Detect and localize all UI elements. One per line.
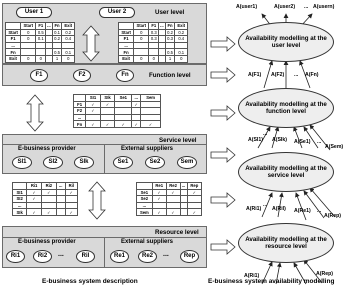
service-si2-node: SI2 <box>43 156 63 169</box>
user2-table-cell: 0.1 <box>175 49 188 56</box>
resource-provider-matrix-cell: ✓ <box>27 196 42 203</box>
a-re1-label: A(Re1) <box>294 208 311 214</box>
service-matrix-cell: ✓ <box>86 108 101 115</box>
resource-ril-node: Ril <box>76 250 95 263</box>
service-matrix-header-cell: SIk <box>100 95 115 102</box>
service-matrix-row-label: Fn <box>74 121 86 128</box>
resource-supplier-matrix-cell: ✓ <box>166 189 180 196</box>
vertical-double-arrow-resource <box>89 182 105 219</box>
service-matrix-row-label: ... <box>74 114 86 121</box>
resource-suppliers-title: External suppliers <box>121 239 174 245</box>
resource-supplier-matrix-row-label: Se1 <box>137 189 153 196</box>
a-se1-label: A(Se1) <box>294 139 311 145</box>
user2-table-cell: 0.3 <box>150 36 157 42</box>
user1-table-cell: 0 <box>36 55 46 62</box>
a-function-ellipsis: ... <box>294 72 299 78</box>
system-description-caption: E-business system description <box>42 278 138 285</box>
user1-table-cell: 0 <box>21 36 36 43</box>
resource-ri2-node: Ri2 <box>33 250 52 263</box>
user1-table-header-cell: Exit <box>62 23 75 30</box>
resource-provider-matrix-row-label: SI2 <box>13 196 27 203</box>
resource-provider-matrix-cell: ✓ <box>42 189 57 196</box>
user1-table-cell: 0.4 <box>62 36 75 43</box>
user2-table-header-cell: ... <box>160 23 164 29</box>
user2-table-cell: 1 <box>165 55 175 62</box>
a-si-ellipsis: ... <box>263 131 268 137</box>
resource-supplier-matrix-cell: ✓ <box>152 209 166 216</box>
service-se1-node: Se1 <box>113 156 133 169</box>
service-matrix-cell: ✓ <box>132 101 141 108</box>
service-matrix-header-cell: Se1 <box>115 95 132 102</box>
user2-table-header-cell: Fn <box>165 23 175 30</box>
user1-table-row-label: Exit <box>6 55 21 62</box>
resource-supplier-matrix-row-label: ... <box>137 202 153 209</box>
user1-table-cell: 1 <box>52 55 62 62</box>
user-level-label: User level <box>155 9 185 16</box>
a-sik-label: A(SIk) <box>272 137 287 143</box>
user-2-pill: User 2 <box>99 7 135 18</box>
service-suppliers-title: External suppliers <box>121 146 174 152</box>
a-si1-label: A(SI1) <box>248 137 263 143</box>
user-1-pill: User 1 <box>16 7 52 18</box>
a-user2-label: A(user2) <box>274 4 296 10</box>
user1-table-row-label: Start <box>6 29 21 36</box>
resource-provider-ellipsis: ... <box>58 251 64 258</box>
service-matrix-cell: ✓ <box>100 121 115 128</box>
service-matrix-row-label: F1 <box>74 101 86 108</box>
service-provider-title: E-business provider <box>18 146 76 152</box>
user2-table-cell: 0 <box>175 55 188 62</box>
user2-table-row-label: Start <box>119 29 134 36</box>
service-matrix-cell: ✓ <box>86 101 101 108</box>
a-rep-input-label: A(Rep) <box>316 271 334 277</box>
function-level-label: Function level <box>149 72 191 79</box>
resource-provider-matrix-cell: ✓ <box>42 209 57 216</box>
resource-provider-matrix-cell: ✓ <box>65 209 77 216</box>
function-f2-node: F2 <box>73 69 91 82</box>
resource-supplier-matrix-cell: ✓ <box>187 209 201 216</box>
resource-rep-node: Rep <box>180 250 199 263</box>
user2-table-header-cell: Exit <box>175 23 188 30</box>
resource-supplier-matrix-row-label: Sem <box>137 209 153 216</box>
user2-table-header-cell: Start <box>134 23 149 30</box>
function-fn-node: Fn <box>116 69 134 82</box>
user1-table-cell: 0.1 <box>62 49 75 56</box>
a-user-ellipsis: ... <box>304 4 309 10</box>
resource-provider-matrix-cell: ✓ <box>27 209 42 216</box>
a-f2-label: A(F2) <box>271 72 285 78</box>
user2-table-cell: 0.5 <box>167 49 173 55</box>
user1-table-row-label: F1 <box>6 36 21 43</box>
a-ri1-input-label: A(Ri1) <box>244 273 260 279</box>
resource-provider-matrix-row-label: SI1 <box>13 189 27 196</box>
vertical-double-arrow-user <box>83 26 99 61</box>
user1-table-cell: 0 <box>21 29 36 36</box>
user2-table-row-label: Fn <box>119 49 134 56</box>
user1-table-header-cell: F1 <box>36 23 46 30</box>
user2-table-cell: 0.2 <box>167 29 173 35</box>
resource-supplier-matrix-cell: ✓ <box>187 189 201 196</box>
resource-supplier-matrix-header-cell: Re2 <box>166 183 180 190</box>
resource-re2-node: Re2 <box>138 250 157 263</box>
resource-supplier-matrix-cell: ✓ <box>152 196 166 203</box>
user1-table-header-cell: Fn <box>52 23 62 30</box>
a-rep-label: A(Rep) <box>324 213 342 219</box>
a-ri-ellipsis: ... <box>263 202 268 208</box>
user2-table-row-label: Exit <box>119 55 134 62</box>
user1-table-cell: 0.2 <box>54 36 60 42</box>
resource-provider-title: E-business provider <box>18 239 76 245</box>
user2-table-header-cell: F1 <box>149 23 159 30</box>
user1-table-cell: 0.2 <box>62 29 75 36</box>
user2-table-cell: 0.3 <box>150 29 157 35</box>
user1-table-cell: 0 <box>21 55 36 62</box>
right-arrow-service <box>211 148 235 162</box>
service-si1-node: SI1 <box>12 156 32 169</box>
user2-table-cell: 0 <box>134 36 149 43</box>
vertical-double-arrow-service <box>27 95 43 131</box>
user2-table-cell: 0.2 <box>175 29 188 36</box>
right-arrow-resource-matrix <box>211 193 235 207</box>
a-ri1-label: A(Ri1) <box>246 206 262 212</box>
user2-table-cell: 0 <box>134 55 149 62</box>
service-level-modelling-ellipse: Availability modelling at the service level <box>238 152 334 192</box>
service-matrix-header-cell: ... <box>132 95 141 102</box>
service-matrix-header-cell: SI1 <box>86 95 101 102</box>
user2-table-cell: 0 <box>134 29 149 36</box>
function-level-modelling-ellipse: Availability modelling at the function level <box>238 88 334 128</box>
function-f1-node: F1 <box>30 69 48 82</box>
resource-level-modelling-ellipse: Availability modelling at the resource level <box>238 223 334 263</box>
resource-provider-matrix-cell: ✓ <box>27 189 42 196</box>
resource-provider-matrix-row-label: SIk <box>13 209 27 216</box>
user2-table-cell: 0.4 <box>175 36 188 43</box>
resource-supplier-matrix-cell: ✓ <box>166 209 180 216</box>
resource-supplier-matrix-header-cell: Rep <box>187 183 201 190</box>
user1-table-cell: 0.5 <box>54 49 60 55</box>
resource-provider-matrix-header-cell: Ril <box>65 183 77 190</box>
resource-provider-matrix-cell: ✓ <box>65 189 77 196</box>
service-matrix-cell: ✓ <box>115 121 132 128</box>
user2-table-cell: 0.3 <box>167 36 173 42</box>
service-sem-node: Sem <box>177 156 197 169</box>
resource-provider-matrix-header-cell: Ri1 <box>27 183 42 190</box>
a-fn-label: A(Fn) <box>305 72 319 78</box>
a-re-ellipsis: ... <box>317 208 322 214</box>
resource-supplier-matrix-row-label: Se2 <box>137 196 153 203</box>
service-matrix-cell: ✓ <box>86 121 101 128</box>
resource-level-label: Resource level <box>155 229 199 236</box>
service-level-label: Service level <box>159 137 197 144</box>
availability-modelling-caption: E-business system availability modelling <box>208 278 335 285</box>
user1-table-cell: 0.1 <box>37 36 44 42</box>
a-f1-label: A(F1) <box>248 72 262 78</box>
a-ril-label: A(Ril) <box>272 206 286 212</box>
resource-re1-node: Re1 <box>110 250 129 263</box>
service-matrix-cell: ✓ <box>100 101 115 108</box>
a-usern-label: A(usern) <box>313 4 335 10</box>
right-arrow-user <box>211 37 235 51</box>
resource-supplier-matrix-header-cell: ... <box>181 183 186 189</box>
service-matrix-header-cell: Sem <box>141 95 161 102</box>
user2-table-cell: 0 <box>149 55 159 62</box>
resource-provider-matrix-header-cell: Ri2 <box>42 183 57 190</box>
service-sik-node: SIk <box>74 156 94 169</box>
resource-supplier-matrix-header-cell: Re1 <box>152 183 166 190</box>
service-matrix-cell: ✓ <box>132 121 141 128</box>
user1-table-cell: 0.5 <box>37 29 44 35</box>
user1-table-row-label: Fn <box>6 49 21 56</box>
right-arrow-resource <box>211 240 235 254</box>
resource-supplier-ellipsis: ... <box>163 251 169 258</box>
service-matrix-cell: ✓ <box>141 121 161 128</box>
user1-table-header-cell: ... <box>47 23 51 29</box>
a-se-ellipsis: ... <box>317 139 322 145</box>
a-user1-label: A(user1) <box>236 4 258 10</box>
service-se2-node: Se2 <box>145 156 165 169</box>
right-arrow-service-matrix <box>211 106 235 120</box>
service-matrix-row-label: F2 <box>74 108 86 115</box>
user1-table-header-cell: Start <box>21 23 36 30</box>
right-arrow-function <box>211 68 235 82</box>
user-level-modelling-ellipse: Availability modelling at the user level <box>238 22 334 62</box>
resource-ri1-node: Ri1 <box>6 250 25 263</box>
user1-table-cell: 0 <box>62 55 75 62</box>
resource-provider-matrix-header-cell: ... <box>56 183 65 190</box>
user2-table-row-label: F1 <box>119 36 134 43</box>
a-sem-label: A(Sem) <box>325 144 344 150</box>
user1-table-row-label: ... <box>6 42 21 49</box>
user1-table-cell: 0.1 <box>54 29 60 35</box>
user2-table-row-label: ... <box>119 42 134 49</box>
resource-supplier-matrix-cell: ✓ <box>152 189 166 196</box>
resource-provider-matrix-row-label: ... <box>13 202 27 209</box>
